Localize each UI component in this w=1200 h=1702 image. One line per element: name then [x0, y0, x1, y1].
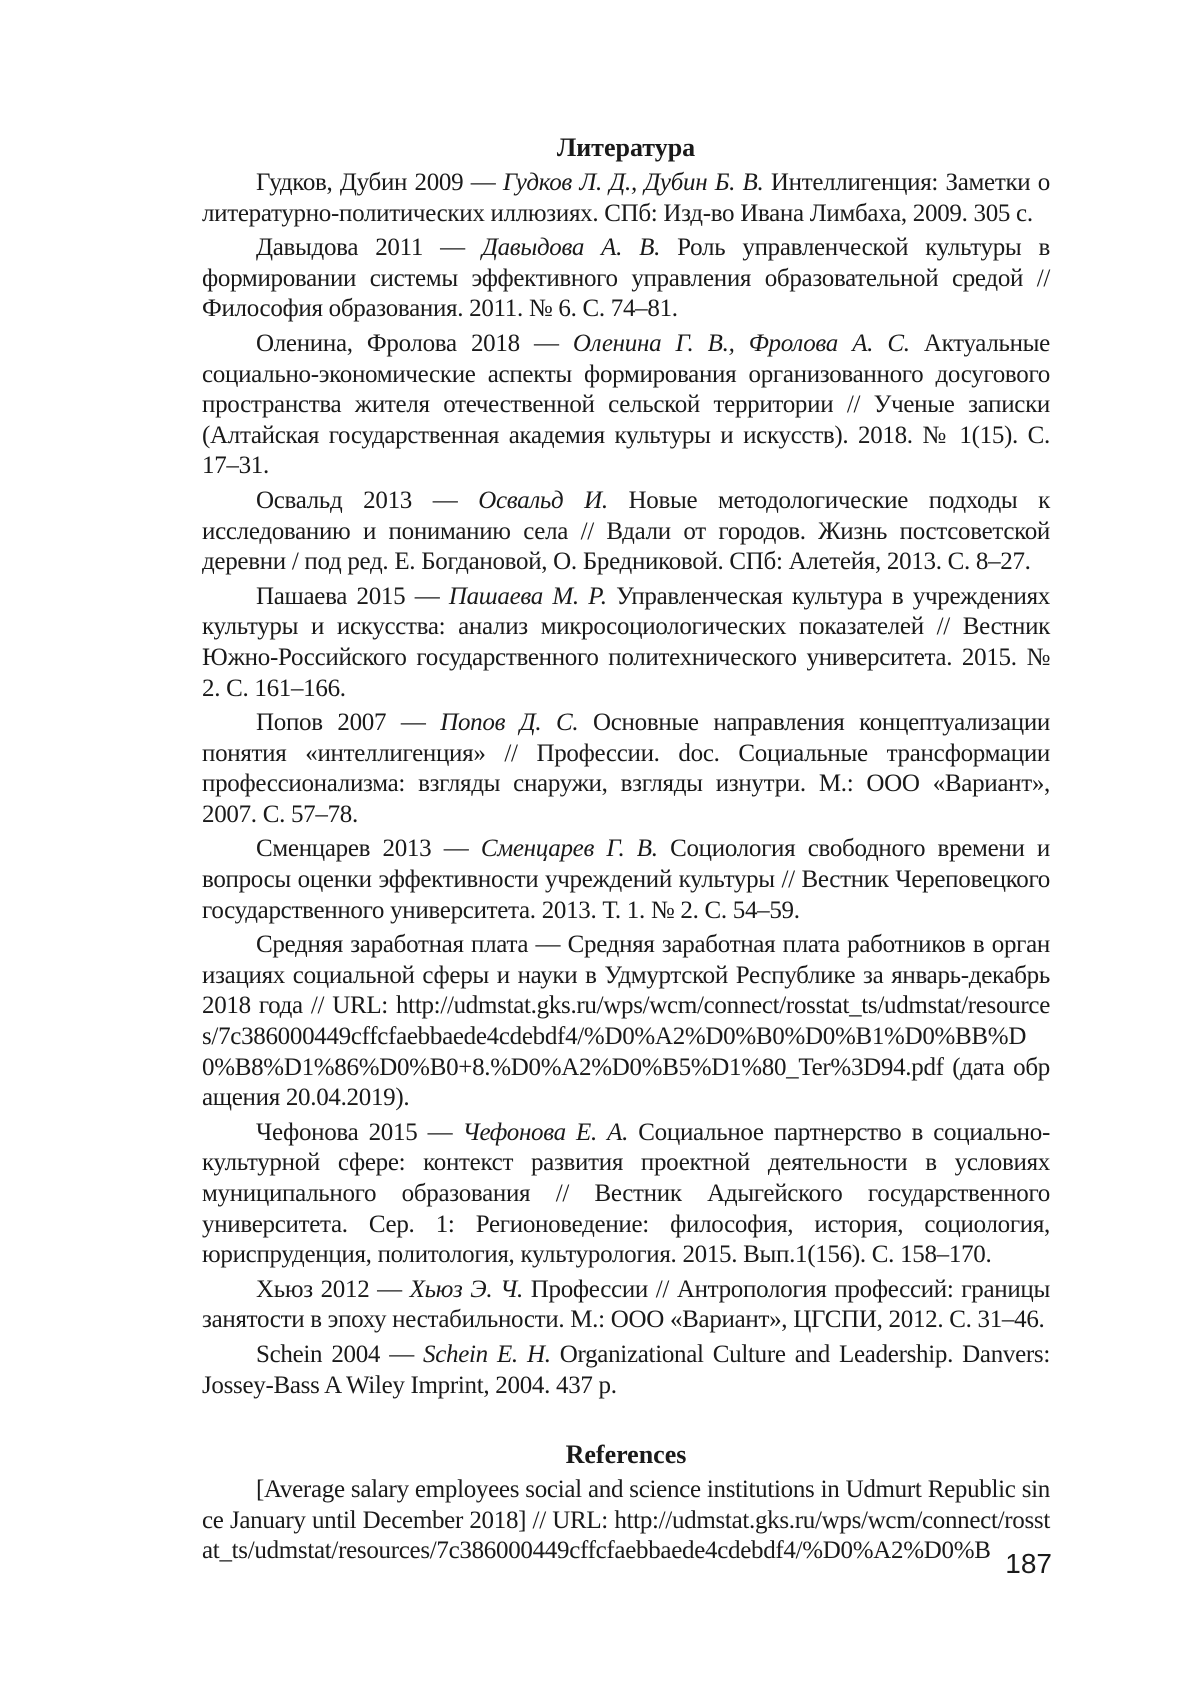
literature-entry: [202, 834, 1050, 926]
entry-details: Управленческая культура в учреждениях культуры и искусства: анализ микросоциологических показателей // Вестник Южно-Российского государственного политехнического университета. 2015. № 2. С. 161–166.: [202, 583, 1050, 702]
literature-entry: [202, 486, 1050, 578]
entry-key: Сменцарев 2013 —: [256, 835, 481, 862]
literature-entry: [202, 329, 1050, 482]
entry-authors: Хьюз Э. Ч.: [410, 1276, 523, 1303]
entry-authors: Попов Д. С.: [440, 709, 578, 736]
bibliography-page: [202, 132, 1050, 1571]
entry-details: Роль управленческой культуры в формировании системы эффективного управления образовательной средой // Философия образования. 2011. № 6. С. 74–81.: [202, 234, 1050, 322]
entry-details: Средняя заработная плата работников в организациях социальной сферы и науки в Удмуртской Республике за январь-декабрь 2018 года // URL: http://udmstat.gks.ru/wps/wcm/connect/rosstat_ts/udmstat/resources/7c386000449cffcfaebbaede4cdebdf4/%D0%A2%D0%B0%D0%B1%D0%BB%D0%B8%D1%86%D0%B0+8.%D0%A2%D0%B5%D1%80_Ter%3D94.pdf (дата обращения 20.04.2019).: [202, 931, 1050, 1111]
entry-details: Актуальные социально-экономические аспекты формирования организованного досугового пространства жителя отечественной сельской территории // Ученые записки (Алтайская государственная академия культуры и искусств). 2018. № 1(15). С. 17–31.: [202, 330, 1050, 479]
entry-details: Социальное партнерство в социально-культурной сфере: контекст развития проектной деятельности в условиях муниципального образования // Вестник Адыгейского государственного университета. Сер. 1: Регионоведение: философия, история, социология, юриспруденция, политология, культурология. 2015. Вып.1(156). С. 158–170.: [202, 1119, 1050, 1268]
entry-details: Новые методологические подходы к исследованию и пониманию села // Вдали от городов. Жизнь постсоветской деревни / под ред. Е. Богдановой, О. Бредниковой. СПб: Алетейя, 2013. С. 8–27.: [202, 487, 1050, 575]
entry-key: Чефонова 2015 —: [256, 1119, 463, 1146]
entry-details: Профессии // Антропология профессий: границы занятости в эпоху нестабильности. М.: ООО «Вариант», ЦГСПИ, 2012. С. 31–46.: [202, 1276, 1050, 1334]
literature-heading: Литература: [202, 132, 1050, 164]
entry-key: Оленина, Фролова 2018 —: [256, 330, 573, 357]
entry-authors: Оленина Г. В., Фролова А. С.: [573, 330, 910, 357]
literature-entry: [202, 582, 1050, 704]
literature-entry: [202, 930, 1050, 1114]
entry-key: Давыдова 2011 —: [256, 234, 482, 261]
entry-details: Organizational Culture and Leadership. Danvers: Jossey-Bass A Wiley Imprint, 2004. 437 p.: [202, 1341, 1050, 1399]
literature-entry: [202, 1118, 1050, 1271]
literature-entry: [202, 168, 1050, 229]
literature-entry: [202, 1340, 1050, 1401]
entry-key: Попов 2007 —: [256, 709, 440, 736]
literature-entry: [202, 233, 1050, 325]
entry-key: Пашаева 2015 —: [256, 583, 449, 610]
entry-authors: Давыдова А. В.: [482, 234, 660, 261]
entry-key: Хьюз 2012 —: [256, 1276, 410, 1303]
entry-authors: Сменцарев Г. В.: [481, 835, 658, 862]
entry-authors: Гудков Л. Д., Дубин Б. В.: [503, 169, 764, 196]
entry-authors: Чефонова Е. А.: [463, 1119, 629, 1146]
entry-key: Средняя заработная плата —: [256, 931, 568, 958]
page-number: 187: [1000, 1548, 1052, 1580]
entry-key: Освальд 2013 —: [256, 487, 478, 514]
literature-entry: [202, 1275, 1050, 1336]
entry-key: Гудков, Дубин 2009 —: [256, 169, 503, 196]
entry-authors: Освальд И.: [478, 487, 608, 514]
entry-details: Социология свободного времени и вопросы оценки эффективности учреждений культуры // Вестник Череповецкого государственного университета. 2013. Т. 1. № 2. С. 54–59.: [202, 835, 1050, 923]
entry-details: Основные направления концептуализации понятия «интеллигенция» // Профессии. doc. Социальные трансформации профессионализма: взгляды снаружи, взгляды изнутри. М.: ООО «Вариант», 2007. С. 57–78.: [202, 709, 1050, 828]
reference-entry: [Average salary employees social and science institutions in Udmurt Republic since January until December 2018] // URL: http://udmstat.gks.ru/wps/wcm/connect/rosstat_ts/udmstat/resources/7c386000449cffcfaebbaede4cdebdf4/%D0%A2%D0%B: [202, 1475, 1050, 1567]
entry-details: Интеллигенция: Заметки о литературно-политических иллюзиях. СПб: Изд-во Ивана Лимбаха, 2009. 305 с.: [202, 169, 1050, 227]
entry-key: Schein 2004 —: [256, 1341, 423, 1368]
entry-authors: Пашаева М. Р.: [449, 583, 607, 610]
entry-authors: Schein E. H.: [423, 1341, 551, 1368]
literature-entry: [202, 708, 1050, 830]
references-heading: References: [202, 1439, 1050, 1471]
